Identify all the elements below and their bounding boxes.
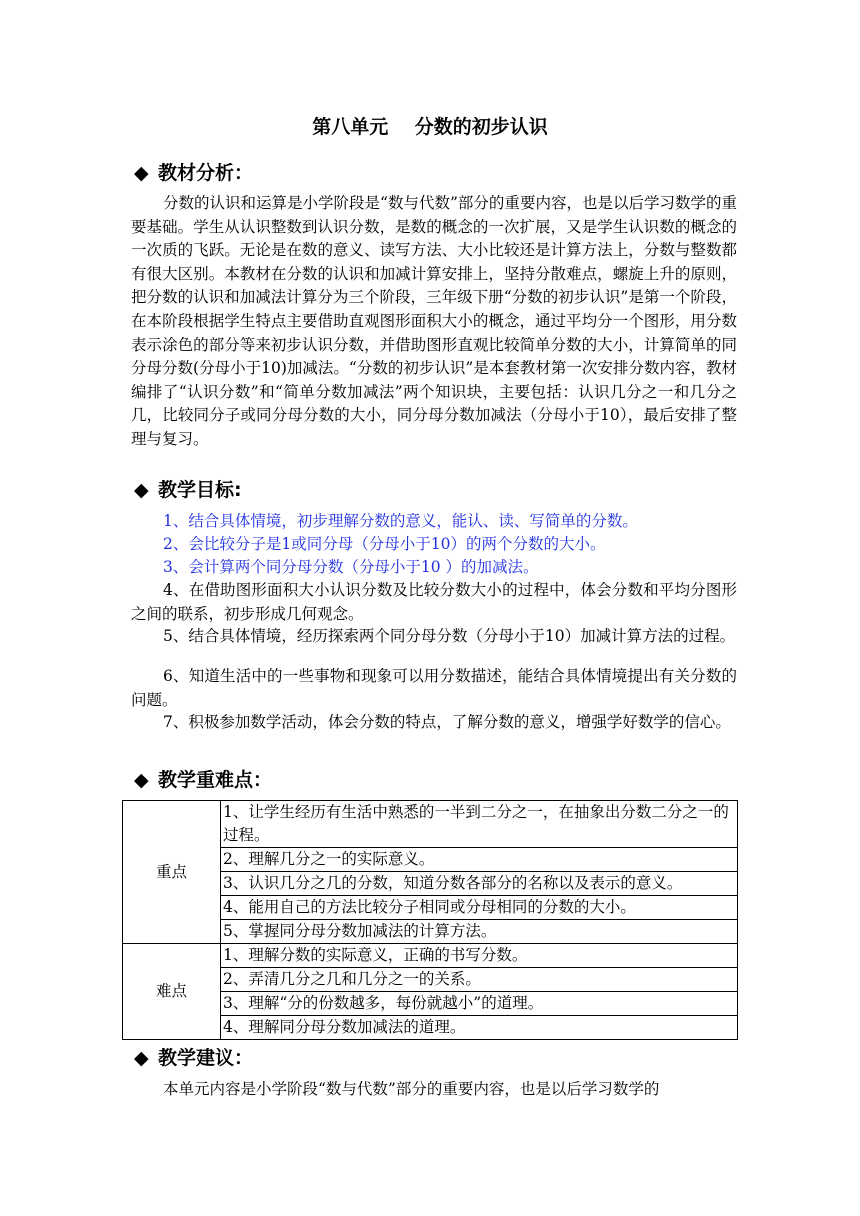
- diamond-bullet-icon: ◆: [134, 479, 149, 501]
- goal-item: 7、积极参加数学活动，体会分数的特点，了解分数的意义，增强学好数学的信心。: [163, 713, 731, 731]
- diamond-bullet-icon: ◆: [134, 1047, 149, 1069]
- key-points-table: [122, 800, 738, 1040]
- zhongdian-item-cell: 5、掌握同分母分数加减法的计算方法。: [221, 920, 738, 944]
- nandian-label-cell: 难点: [123, 944, 221, 1040]
- zhongdian-item-cell: 1、让学生经历有生活中熟悉的一半到二分之一，在抽象出分数二分之一的过程。: [221, 801, 738, 848]
- table-row: [123, 801, 738, 848]
- table-row: [123, 944, 738, 968]
- page-title: 第八单元 分数的初步认识: [312, 116, 548, 138]
- nandian-item-cell: 4、理解同分母分数加减法的道理。: [221, 1016, 738, 1040]
- nandian-item-cell: 2、弄清几分之几和几分之一的关系。: [221, 968, 738, 992]
- section-heading-text: 教学目标:: [158, 479, 242, 501]
- zhongdian-item-cell: 2、理解几分之一的实际意义。: [221, 848, 738, 872]
- zhongdian-label-cell: 重点: [123, 801, 221, 944]
- nandian-item-cell: 3、理解“分的份数越多，每份就越小”的道理。: [221, 992, 738, 1016]
- section-heading-text: 教学建议：: [158, 1047, 254, 1069]
- section-heading-text: 教材分析：: [158, 162, 254, 184]
- section-heading-suggestions: [134, 1045, 253, 1071]
- goal-item: 1、结合具体情境，初步理解分数的意义，能认、读、写简单的分数。: [163, 512, 638, 530]
- suggestions-paragraph: 本单元内容是小学阶段“数与代数”部分的重要内容，也是以后学习数学的: [163, 1080, 660, 1098]
- analysis-paragraph: 分数的认识和运算是小学阶段是“数与代数”部分的重要内容，也是以后学习数学的重要基础。学生从认识整数到认识分数，是数的概念的一次扩展，又是学生认识数的概念的一次质的飞跃。无论是在数的意义、读写方法、大小比较还是计算方法上，分数与整数都有很大区别。本教材在分数的认识和加减计算安排上，坚持分散难点，螺旋上升的原则，把分数的认识和加减法计算分为三个阶段，三年级下册“分数的初步认识”是第一个阶段，在本阶段根据学生特点主要借助直观图形面积大小的概念，通过平均分一个图形，用分数表示涂色的部分等来初步认识分数，并借助图形直观比较简单分数的大小，计算简单的同分母分数(分母小于10)加减法。“分数的初步认识”是本套教材第一次安排分数内容，教材编排了“认识分数”和“简单分数加减法”两个知识块，主要包括：认识几分之一和几分之几，比较同分子或同分母分数的大小，同分母分数加减法（分母小于10），最后安排了整理与复习。: [131, 194, 737, 448]
- section-heading-goals: [134, 477, 242, 503]
- section-heading-text: 教学重难点：: [158, 769, 273, 791]
- zhongdian-item-cell: 3、认识几分之几的分数，知道分数各部分的名称以及表示的意义。: [221, 872, 738, 896]
- zhongdian-item-cell: 4、能用自己的方法比较分子相同或分母相同的分数的大小。: [221, 896, 738, 920]
- section-heading-analysis: [134, 160, 253, 186]
- nandian-item-cell: 1、理解分数的实际意义，正确的书写分数。: [221, 944, 738, 968]
- goal-item: 4、在借助图形面积大小认识分数及比较分数大小的过程中，体会分数和平均分图形之间的联系，初步形成几何观念。: [131, 581, 737, 623]
- section-heading-key-points: [134, 767, 272, 793]
- goal-item: 6、知道生活中的一些事物和现象可以用分数描述，能结合具体情境提出有关分数的问题。: [131, 667, 737, 709]
- goal-item: 5、结合具体情境，经历探索两个同分母分数（分母小于10）加减计算方法的过程。: [163, 627, 736, 645]
- diamond-bullet-icon: ◆: [134, 769, 149, 791]
- goal-item: 3、会计算两个同分母分数（分母小于10 ）的加减法。: [163, 558, 539, 576]
- diamond-bullet-icon: ◆: [134, 162, 149, 184]
- goal-item: 2、会比较分子是1或同分母（分母小于10）的两个分数的大小。: [163, 535, 606, 553]
